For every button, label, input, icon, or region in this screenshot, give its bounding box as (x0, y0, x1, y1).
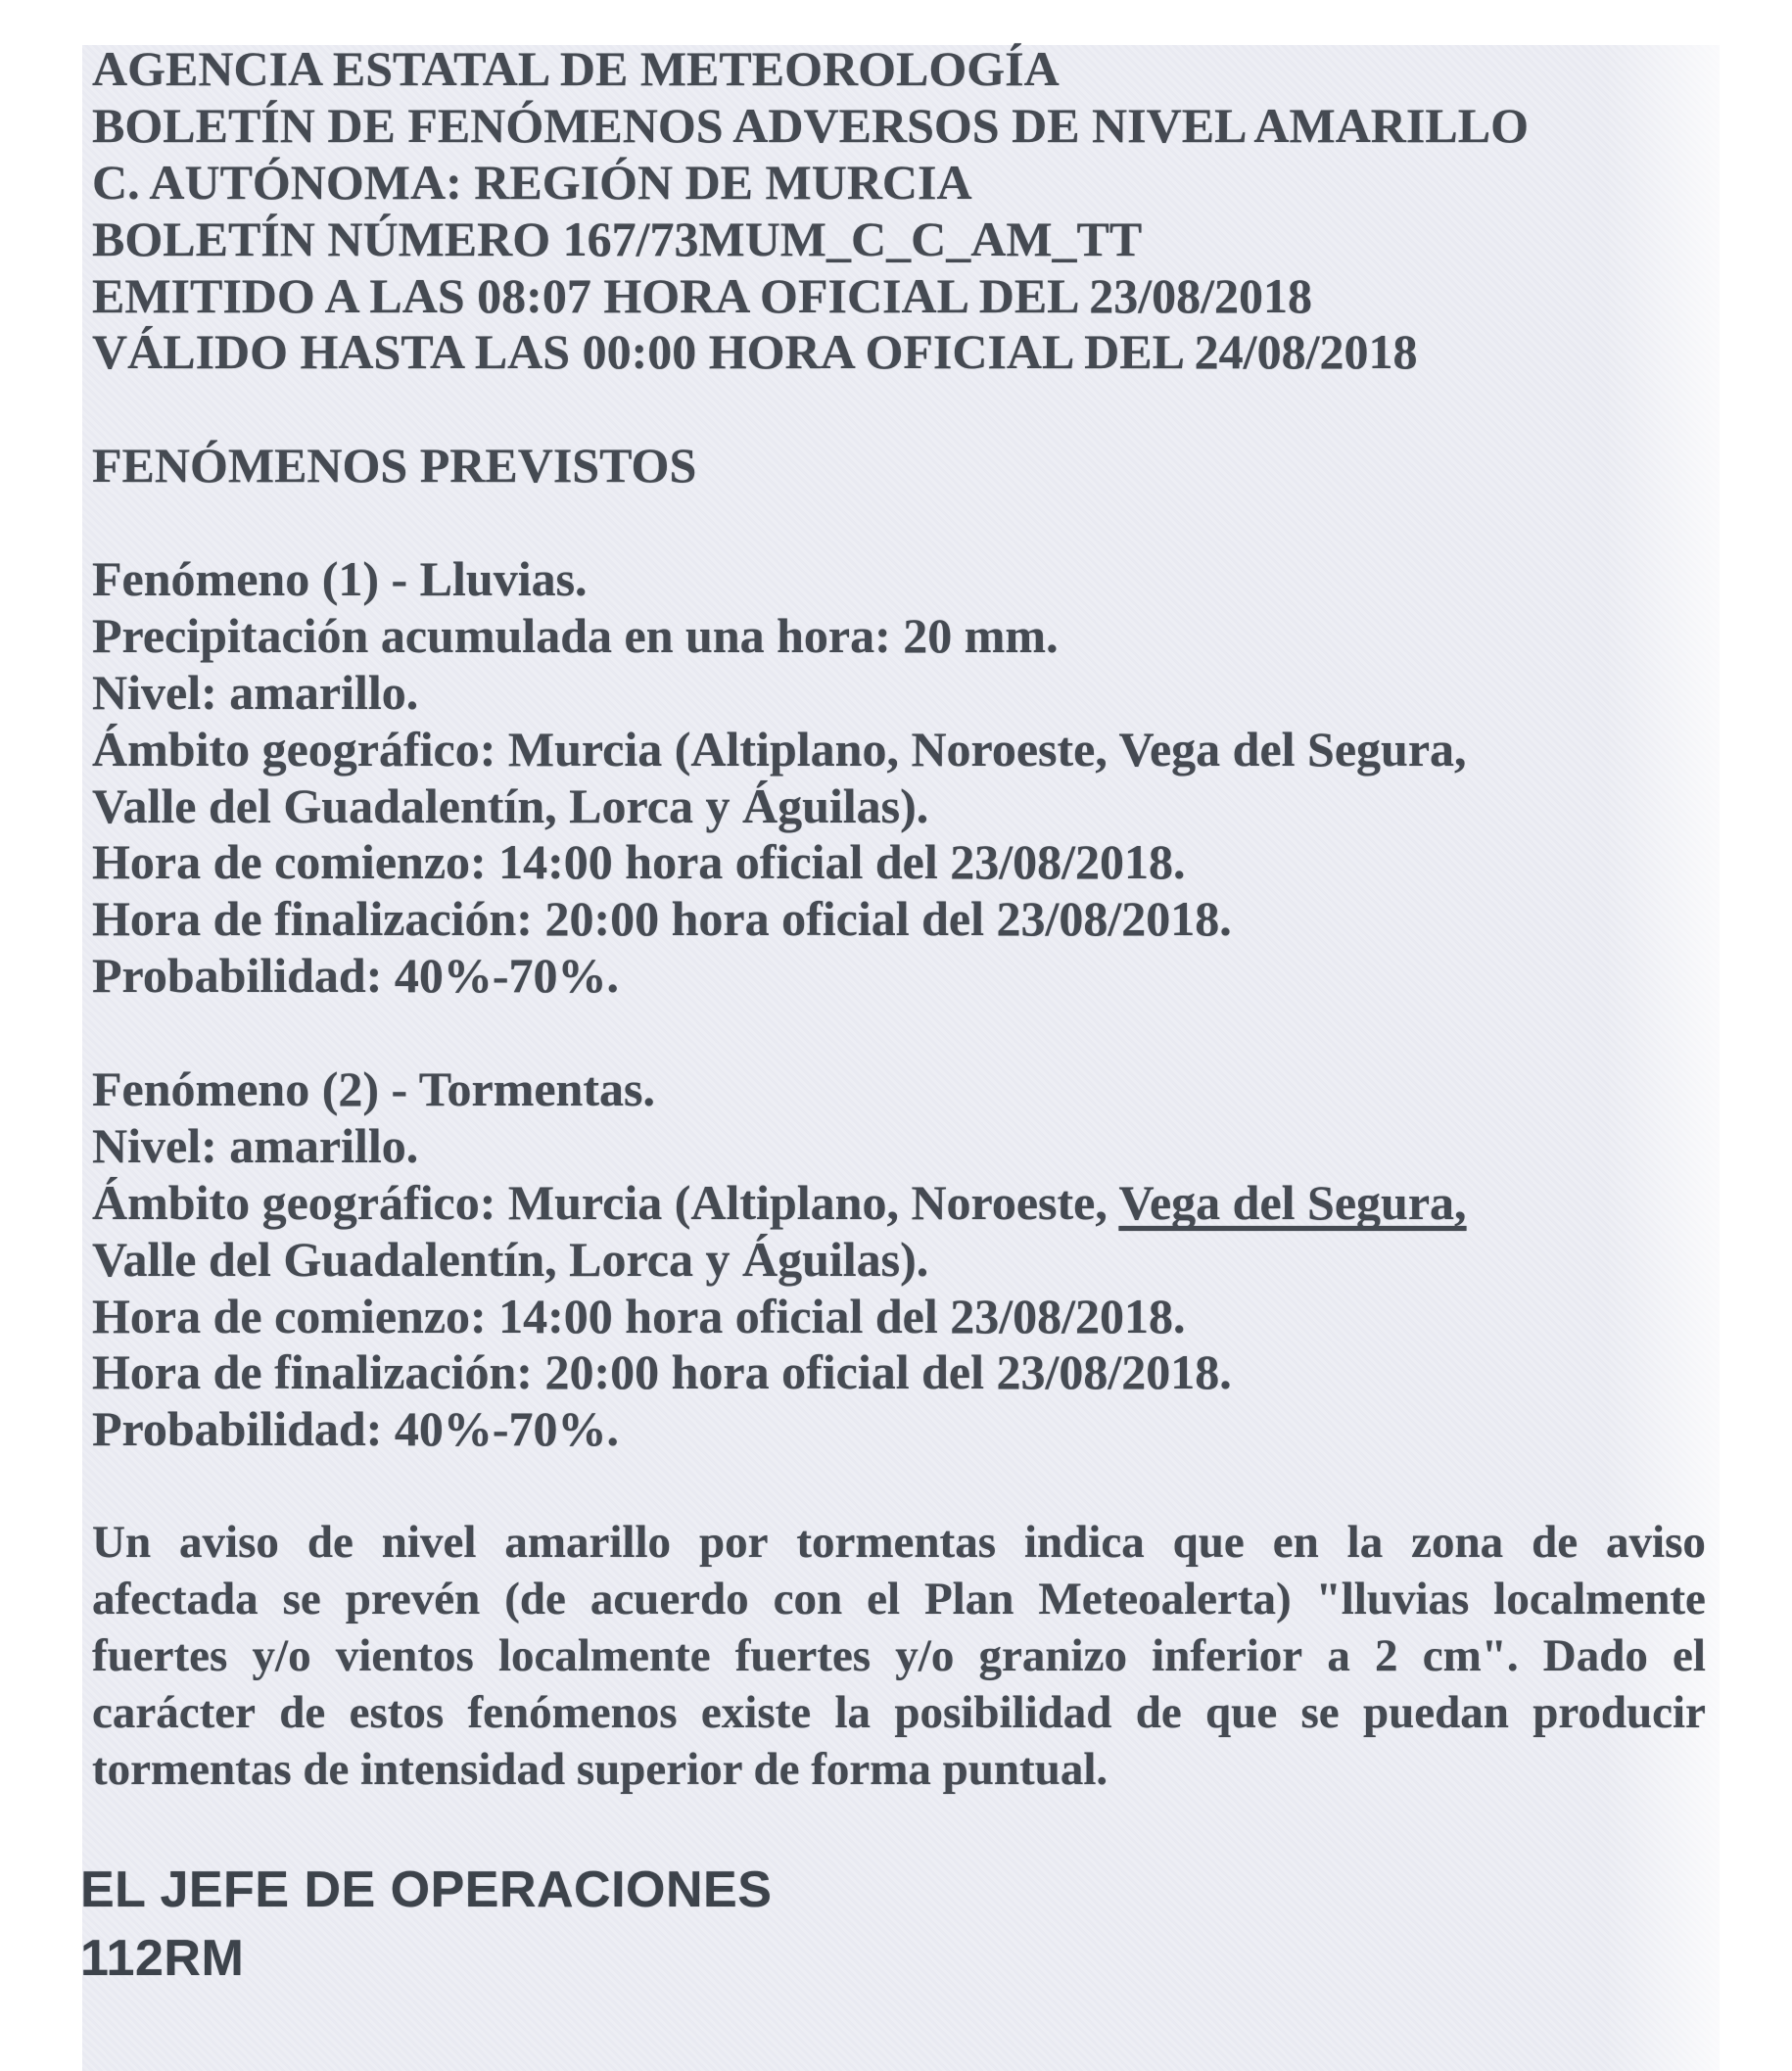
signer-role: EL JEFE DE OPERACIONES (80, 1860, 773, 1918)
autonomous-community: C. AUTÓNOMA: REGIÓN DE MURCIA (92, 154, 972, 210)
word: amarillo (504, 1517, 672, 1569)
phen2-end-time: Hora de finalización: 20:00 hora oficial del 23/08/2018. (92, 1344, 1232, 1400)
word: se (1300, 1686, 1340, 1738)
word: existe (700, 1686, 812, 1738)
phen1-scope-line2: Valle del Guadalentín, Lorca y Águilas). (92, 777, 929, 833)
valid-until: VÁLIDO HASTA LAS 00:00 HORA OFICIAL DEL 24/08/2018 (92, 324, 1418, 380)
word: fuertes (734, 1629, 872, 1681)
word: vientos (335, 1629, 474, 1681)
word: de (279, 1686, 326, 1738)
word: localmente (497, 1629, 711, 1681)
word: fuertes (92, 1629, 228, 1681)
word: de (307, 1517, 354, 1569)
phen2-level: Nivel: amarillo. (92, 1117, 419, 1173)
word: acuerdo (589, 1574, 749, 1625)
advisory-line-1 (92, 1515, 1706, 1572)
word: que (1205, 1686, 1278, 1738)
phen1-precipitation: Precipitación acumulada en una hora: 20 mm. (92, 607, 1059, 663)
phen2-title: Fenómeno (2) - Tormentas. (92, 1061, 655, 1117)
advisory-line-3 (92, 1628, 1706, 1685)
spacer (92, 1458, 1708, 1515)
word: en (1272, 1517, 1319, 1569)
word: se (282, 1574, 321, 1625)
spacer (92, 1005, 1708, 1061)
word: fenómenos (467, 1686, 678, 1738)
phen2-scope-line1 (92, 1175, 1708, 1232)
word: y/o (895, 1629, 955, 1681)
word: Dado (1542, 1629, 1648, 1681)
word: tormentas (796, 1517, 996, 1569)
word: localmente (1493, 1574, 1706, 1625)
word: aviso (1606, 1517, 1706, 1569)
word: afectada (92, 1574, 259, 1625)
phen1-end-time: Hora de finalización: 20:00 hora oficial del 23/08/2018. (92, 891, 1232, 947)
bulletin-type: BOLETÍN DE FENÓMENOS ADVERSOS DE NIVEL AMARILLO (92, 97, 1529, 153)
phen1-probability: Probabilidad: 40%-70%. (92, 948, 620, 1004)
word: posibilidad (894, 1686, 1112, 1738)
advisory-line-2 (92, 1572, 1706, 1628)
phen2-scope-prefix: Ámbito geográfico: Murcia (Altiplano, Noroeste, (92, 1174, 1119, 1230)
word: nivel (381, 1517, 477, 1569)
word: aviso (179, 1517, 279, 1569)
word: granizo (978, 1629, 1127, 1681)
word: "lluvias (1315, 1574, 1470, 1625)
word: el (867, 1574, 901, 1625)
signature-block (80, 1856, 1708, 1993)
word: cm". (1422, 1629, 1519, 1681)
phen1-start-time: Hora de comienzo: 14:00 hora oficial del 23/08/2018. (92, 834, 1186, 890)
word: el (1673, 1629, 1706, 1681)
issued-at: EMITIDO A LAS 08:07 HORA OFICIAL DEL 23/08/2018 (92, 267, 1313, 323)
bulletin-text (82, 41, 1720, 1993)
spacer (92, 381, 1708, 438)
spacer (92, 494, 1708, 551)
word: carácter (92, 1686, 256, 1738)
bulletin-number: BOLETÍN NÚMERO 167/73MUM_C_C_AM_TT (92, 211, 1143, 266)
word: la (1346, 1517, 1384, 1569)
phen1-scope-line1: Ámbito geográfico: Murcia (Altiplano, Noroeste, Vega del Segura, (92, 721, 1467, 777)
word: estos (349, 1686, 445, 1738)
scanned-bulletin-page (80, 41, 1720, 2071)
word: Plan (923, 1574, 1014, 1625)
word: por (698, 1517, 769, 1569)
word: la (834, 1686, 872, 1738)
advisory-paragraph (92, 1515, 1706, 1798)
agency-name: AGENCIA ESTATAL DE METEOROLOGÍA (92, 41, 1060, 96)
signer-id: 112RM (80, 1929, 245, 1987)
word: con (773, 1574, 843, 1625)
word: prevén (345, 1574, 481, 1625)
phen1-level: Nivel: amarillo. (92, 664, 419, 720)
word: a (1327, 1629, 1350, 1681)
word: inferior (1152, 1629, 1303, 1681)
word: Meteoalerta) (1038, 1574, 1292, 1625)
word: de (1135, 1686, 1182, 1738)
phen2-start-time: Hora de comienzo: 14:00 hora oficial del 23/08/2018. (92, 1288, 1186, 1343)
word: zona (1411, 1517, 1504, 1569)
word: 2 (1375, 1629, 1398, 1681)
word: de (1532, 1517, 1579, 1569)
word: que (1172, 1517, 1245, 1569)
word: (de (504, 1574, 566, 1625)
phen1-title: Fenómeno (1) - Lluvias. (92, 551, 588, 607)
phen2-probability: Probabilidad: 40%-70%. (92, 1401, 620, 1457)
section-title: FENÓMENOS PREVISTOS (92, 438, 697, 494)
phen2-scope-underlined-area: Vega del Segura, (1118, 1174, 1467, 1230)
word: indica (1023, 1517, 1145, 1569)
word: Un (92, 1517, 152, 1569)
phen2-scope-line2: Valle del Guadalentín, Lorca y Águilas). (92, 1231, 929, 1287)
advisory-line-4 (92, 1685, 1706, 1742)
word: y/o (252, 1629, 311, 1681)
advisory-line-5: tormentas de intensidad superior de forma puntual. (92, 1743, 1108, 1795)
word: producir (1533, 1686, 1706, 1738)
word: puedan (1362, 1686, 1509, 1738)
